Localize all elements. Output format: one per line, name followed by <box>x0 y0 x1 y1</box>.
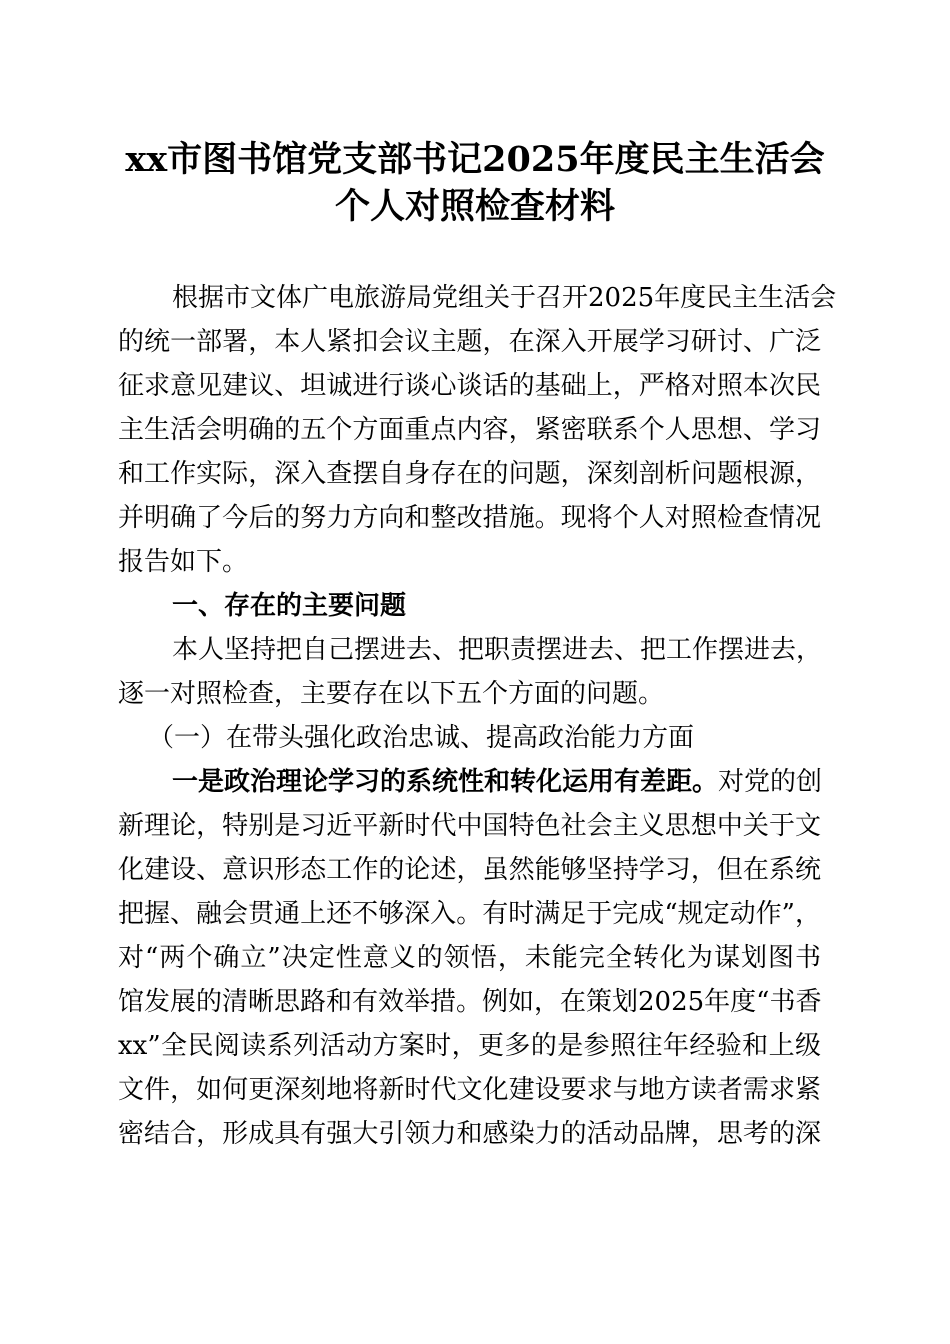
section-heading: 一、存在的主要问题 <box>172 591 407 621</box>
text-line: xx”全民阅读系列活动方案时，更多的是参照往年经验和上级 <box>118 1031 821 1061</box>
section-intro-paragraph <box>118 628 821 716</box>
text-line: 密结合，形成具有强大引领力和感染力的活动品牌，思考的深 <box>118 1119 821 1149</box>
document-title <box>0 136 950 230</box>
text-line: 新理论，特别是习近平新时代中国特色社会主义思想中关于文 <box>118 811 821 841</box>
point-rest: 对党的创 <box>718 767 823 797</box>
text-line <box>118 760 821 804</box>
text-line: 主生活会明确的五个方面重点内容，紧密联系个人思想、学习 <box>118 415 821 445</box>
subsection-heading: （一）在带头强化政治忠诚、提高政治能力方面 <box>148 723 695 753</box>
text-line: 化建设、意识形态工作的论述，虽然能够坚持学习，但在系统 <box>118 855 821 885</box>
text-line: 本人坚持把自己摆进去、把职责摆进去、把工作摆进去， <box>172 635 823 665</box>
text-line: 报告如下。 <box>118 547 249 577</box>
text-line: 文件，如何更深刻地将新时代文化建设要求与地方读者需求紧 <box>118 1075 821 1105</box>
document-body <box>118 276 837 1156</box>
text-line: 并明确了今后的努力方向和整改措施。现将个人对照检查情况 <box>118 503 821 533</box>
text-line: 逐一对照检查，主要存在以下五个方面的问题。 <box>118 679 665 709</box>
point-paragraph <box>118 760 821 1156</box>
text-line: 把握、融会贯通上还不够深入。有时满足于完成“规定动作”， <box>118 899 821 929</box>
text-line: 征求意见建议、坦诚进行谈心谈话的基础上，严格对照本次民 <box>118 371 821 401</box>
intro-paragraph <box>118 276 837 584</box>
text-line: 的统一部署，本人紧扣会议主题，在深入开展学习研讨、广泛 <box>118 327 821 357</box>
text-line: 对“两个确立”决定性意义的领悟，未能完全转化为谋划图书 <box>118 943 821 973</box>
text-line: 和工作实际，深入查摆自身存在的问题，深刻剖析问题根源， <box>118 459 821 489</box>
title-line-2: 个人对照检查材料 <box>334 186 615 227</box>
point-lead: 一是政治理论学习的系统性和转化运用有差距。 <box>172 767 719 797</box>
text-line: 馆发展的清晰思路和有效举措。例如，在策划2025年度“书香 <box>118 987 822 1017</box>
text-line: 根据市文体广电旅游局党组关于召开2025年度民主生活会 <box>172 283 837 313</box>
title-line-1: xx市图书馆党支部书记2025年度民主生活会 <box>125 139 825 180</box>
